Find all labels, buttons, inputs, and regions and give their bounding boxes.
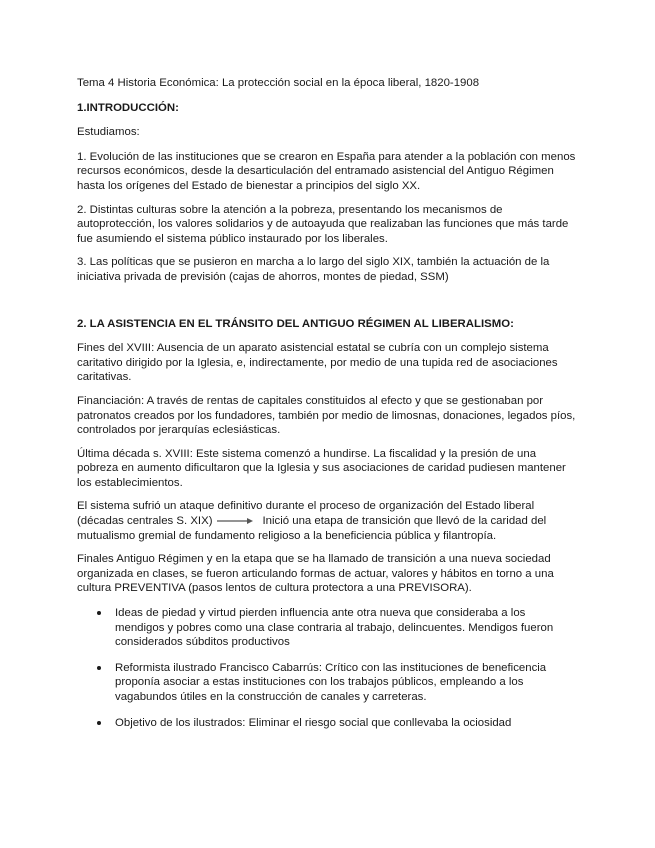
bullet-list <box>77 606 577 730</box>
section-1-intro: Estudiamos: <box>77 126 140 139</box>
bullet-icon <box>97 666 101 670</box>
section-2-paragraph: Financiación: A través de rentas de capitales constituidos al efecto y que se gestionaban por patronatos creados por los fundadores, también por medio de limosnas, donaciones, legados píos, controlados por jerarquías eclesiásticas. <box>77 394 576 437</box>
section-2-paragraph: Última década s. XVIII: Este sistema comenzó a hundirse. La fiscalidad y la presión de una pobreza en aumento dificultaron que la Iglesia y sus asociaciones de caridad pudiesen mantener los establecimientos. <box>77 447 566 489</box>
finales-paragraph: Finales Antiguo Régimen y en la etapa que se ha llamado de transición a una nueva sociedad organizada en clases, se fueron articulando formas de actuar, valores y hábitos en torno a una cultura PREVENTIVA (pasos lentos de cultura protectora a una PREVISORA). <box>77 553 554 595</box>
list-item <box>77 606 577 650</box>
list-item <box>77 661 577 705</box>
attack-text-before: El sistema sufrió un ataque definitivo durante el proceso de organización del Estado liberal (décadas centrales S. XIX) <box>77 500 535 528</box>
bullet-icon <box>97 611 101 615</box>
list-item <box>77 716 577 731</box>
bullet-icon <box>97 721 101 725</box>
attack-text-after: Inició una etapa de transición que llevó de la caridad del mutualismo gremial de fundamento religioso a la beneficiencia pública y filantropía. <box>77 515 547 542</box>
list-item-text: Reformista ilustrado Francisco Cabarrús: Crítico con las instituciones de beneficencia proponía asociar a estas instituciones con los trabajos públicos, empleando a los vagabundos útiles en la construcción de canales y carreteras. <box>115 661 547 703</box>
section-2-paragraph: Fines del XVIII: Ausencia de un aparato asistencial estatal se cubría con un complejo sistema caritativo dirigido por la Iglesia, e, indirectamente, por medio de una tupida red de asociaciones caritativas. <box>77 342 558 384</box>
section-2-heading: 2. LA ASISTENCIA EN EL TRÁNSITO DEL ANTIGUO RÉGIMEN AL LIBERALISMO: <box>77 317 514 330</box>
section-spacer <box>77 295 577 317</box>
attack-paragraph <box>77 499 577 543</box>
section-1-item: 1. Evolución de las instituciones que se crearon en España para atender a la población con menos recursos económicos, desde la desarticulación del entramado asistencial del Antiguo Régimen hasta los orígenes del Estado de bienestar a principios del siglo XX. <box>77 150 576 192</box>
right-arrow-icon <box>217 517 253 525</box>
section-1-item: 3. Las políticas que se pusieron en marcha a lo largo del siglo XIX, también la actuación de la iniciativa privada de previsión (cajas de ahorros, montes de piedad, SSM) <box>77 256 550 283</box>
list-item-text: Ideas de piedad y virtud pierden influencia ante otra nueva que consideraba a los mendigos y pobres como una clase contraria al trabajo, delincuentes. Mendigos fueron considerados súbditos productivos <box>115 607 554 649</box>
section-1-item: 2. Distintas culturas sobre la atención a la pobreza, presentando los mecanismos de autoprotección, los valores solidarios y de autoayuda que realizaban las funciones que más tarde fue asumiendo el sistema público instaurado por los liberales. <box>77 203 569 245</box>
document-content <box>77 76 577 741</box>
list-item-text: Objetivo de los ilustrados: Eliminar el riesgo social que conllevaba la ociosidad <box>115 716 512 729</box>
section-1-heading: 1.INTRODUCCIÓN: <box>77 101 179 114</box>
document-title: Tema 4 Historia Económica: La protección social en la época liberal, 1820-1908 <box>77 77 480 89</box>
